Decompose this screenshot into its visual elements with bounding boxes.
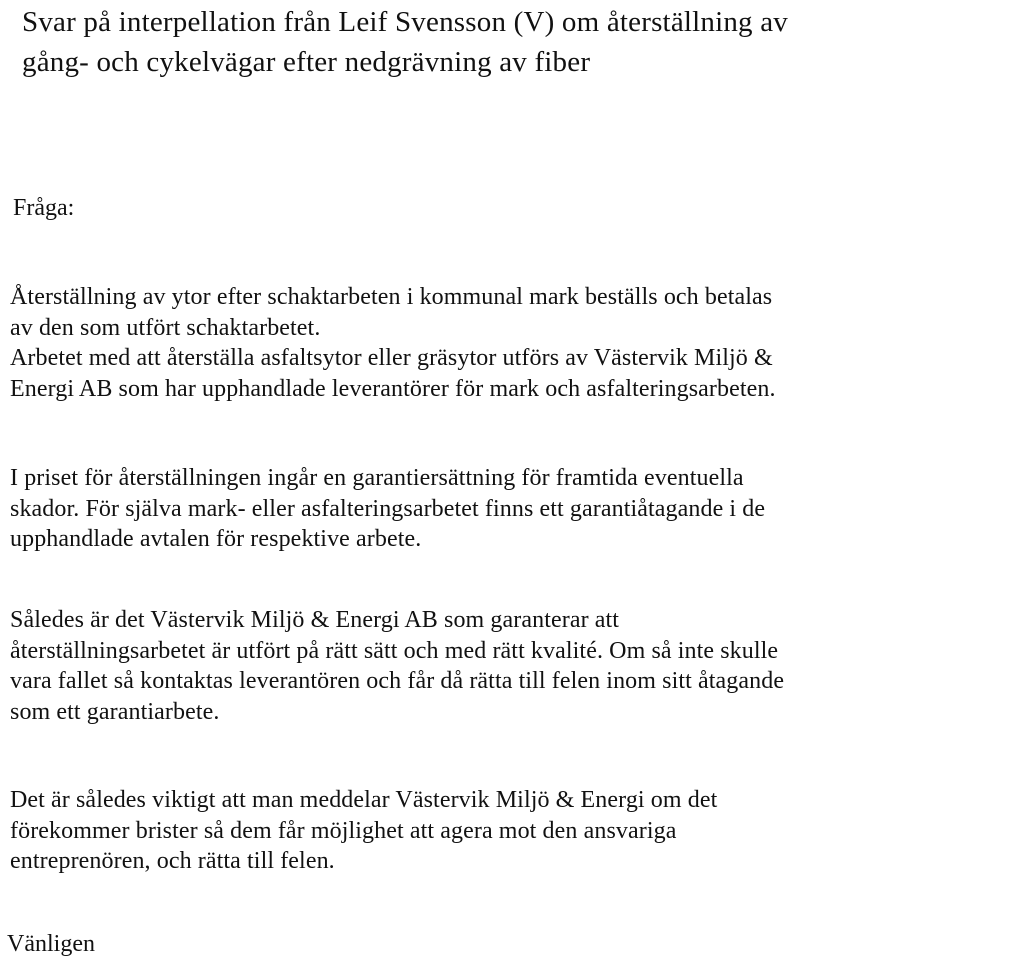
text-line: Arbetet med att återställa asfaltsytor eller gräsytor utförs av Västervik Miljö & bbox=[10, 345, 773, 371]
text-line: vara fallet så kontaktas leverantören och får då rätta till felen inom sitt åtagande bbox=[10, 668, 785, 694]
text-line: entreprenören, och rätta till felen. bbox=[10, 848, 335, 874]
text-line: Återställning av ytor efter schaktarbeten i kommunal mark beställs och betalas bbox=[10, 284, 773, 310]
text-line: Således är det Västervik Miljö & Energi AB som garanterar att bbox=[10, 607, 620, 633]
answer-paragraph-2 bbox=[10, 463, 1020, 555]
text-line: Det är således viktigt att man meddelar Västervik Miljö & Energi om det bbox=[10, 787, 718, 813]
question-label: Fråga: bbox=[13, 195, 75, 221]
answer-paragraph-1 bbox=[10, 282, 1020, 404]
text-line: av den som utfört schaktarbetet. bbox=[10, 314, 321, 341]
text-line: återställningsarbetet är utfört på rätt sätt och med rätt kvalité. Om så inte skulle bbox=[10, 637, 779, 664]
closing-greeting: Vänligen bbox=[7, 931, 95, 957]
answer-paragraph-3 bbox=[10, 605, 1020, 727]
answer-paragraph-4 bbox=[10, 785, 1020, 877]
text-line: upphandlade avtalen för respektive arbete. bbox=[10, 526, 422, 552]
title-line: Svar på interpellation från Leif Svensson (V) om återställning av bbox=[22, 6, 788, 38]
text-line: som ett garantiarbete. bbox=[10, 698, 220, 725]
document-title bbox=[22, 2, 1012, 82]
text-line: skador. För själva mark- eller asfalteringsarbetet finns ett garantiåtagande i de bbox=[10, 495, 766, 522]
text-line: förekommer brister så dem får möjlighet att agera mot den ansvariga bbox=[10, 817, 677, 844]
text-line: Energi AB som har upphandlade leverantörer för mark och asfalteringsarbeten. bbox=[10, 375, 776, 402]
title-line: gång- och cykelvägar efter nedgrävning av fiber bbox=[22, 46, 591, 78]
text-line: I priset för återställningen ingår en garantiersättning för framtida eventuella bbox=[10, 465, 744, 491]
